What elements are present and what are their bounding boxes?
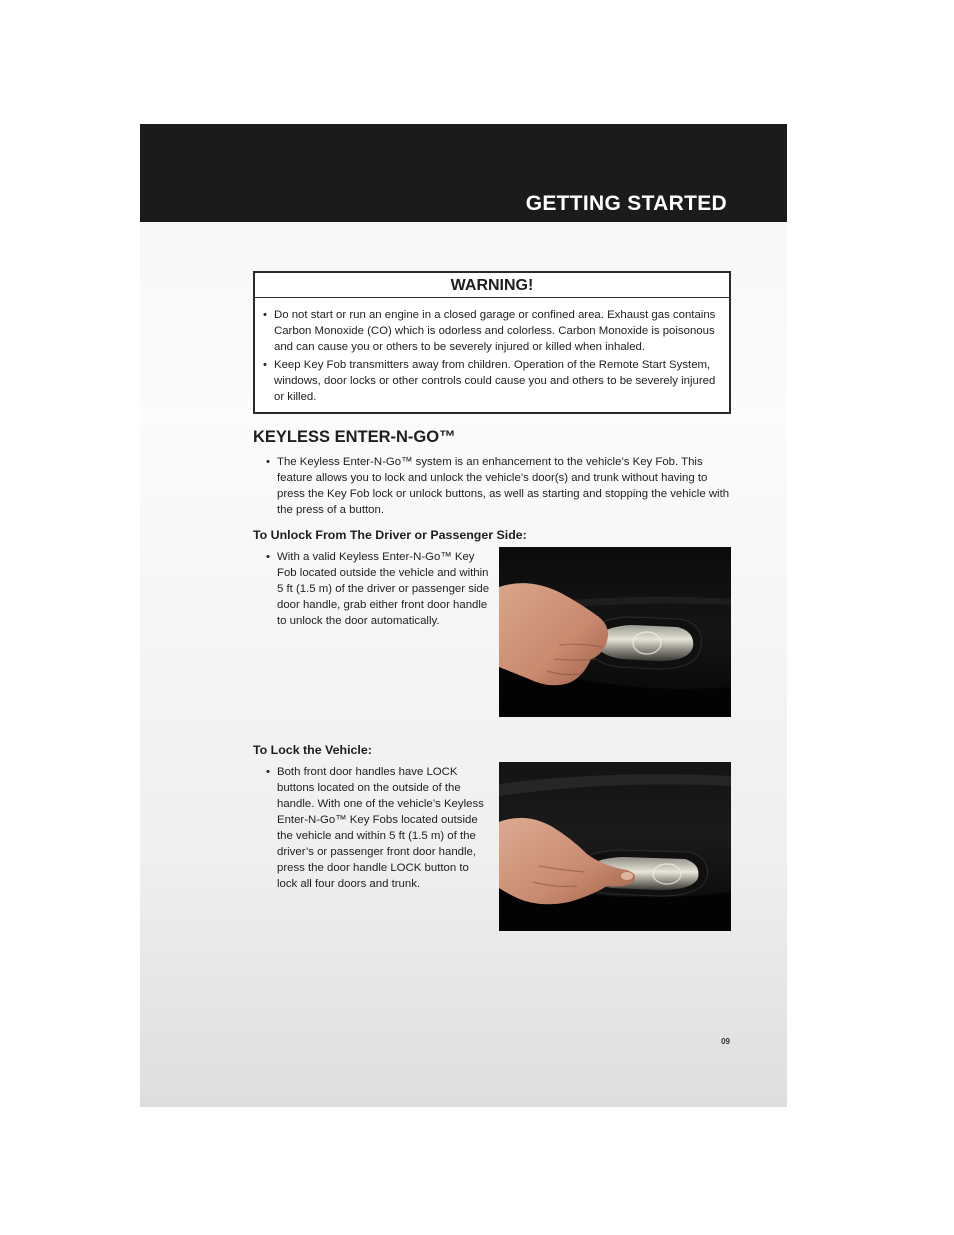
warning-title: WARNING! bbox=[255, 273, 729, 298]
unlock-item bbox=[266, 549, 495, 629]
lock-door-handle-photo bbox=[499, 762, 731, 931]
keyless-item bbox=[266, 454, 731, 518]
lock-title: To Lock the Vehicle: bbox=[253, 743, 372, 757]
lock-list bbox=[266, 764, 489, 892]
manual-page bbox=[140, 124, 787, 1107]
keyless-title: KEYLESS ENTER-N-GO™ bbox=[253, 428, 456, 446]
keyless-item-text: The Keyless Enter-N-Go™ system is an enhancement to the vehicle’s Key Fob. This feature allows you to lock and unlock the vehicle’s door(s) and trunk without having to press the Key Fob lock or unlock buttons, as well as starting and stopping the vehicle with the press of a button. bbox=[277, 456, 730, 516]
unlock-list bbox=[266, 549, 495, 629]
bullet-icon: • bbox=[266, 766, 270, 778]
bullet-icon: • bbox=[263, 359, 267, 371]
section-title: GETTING STARTED bbox=[525, 192, 727, 215]
header-bar bbox=[140, 124, 787, 222]
warning-list bbox=[255, 298, 729, 405]
bullet-icon: • bbox=[266, 551, 270, 563]
warning-item-text: Keep Key Fob transmitters away from children. Operation of the Remote Start System, windows, door locks or other controls could cause you and others to be severely injured or killed. bbox=[274, 359, 716, 403]
bullet-icon: • bbox=[266, 456, 270, 468]
unlock-item-text: With a valid Keyless Enter-N-Go™ Key Fob located outside the vehicle and within 5 ft (1.5 m) of the driver or passenger side door handle, grab either front door handle to unlock the door automatically. bbox=[277, 551, 490, 627]
keyless-list bbox=[266, 454, 731, 518]
warning-item bbox=[263, 307, 721, 355]
warning-item bbox=[263, 357, 721, 405]
unlock-title: To Unlock From The Driver or Passenger Side: bbox=[253, 528, 527, 542]
lock-item bbox=[266, 764, 489, 892]
bullet-icon: • bbox=[263, 309, 267, 321]
page-number: 09 bbox=[721, 1037, 730, 1046]
lock-item-text: Both front door handles have LOCK buttons located on the outside of the handle. With one of the vehicle’s Keyless Enter-N-Go™ Key Fobs located outside the vehicle and within 5 ft (1.5 m) of the driver’s or passenger front door handle, press the door handle LOCK button to lock all four doors and trunk. bbox=[277, 766, 484, 890]
warning-box bbox=[253, 271, 731, 414]
unlock-door-handle-photo bbox=[499, 547, 731, 717]
warning-item-text: Do not start or run an engine in a closed garage or confined area. Exhaust gas contains Carbon Monoxide (CO) which is odorless and colorless. Carbon Monoxide is poisonous and can cause you or others to be severely injured or killed when inhaled. bbox=[274, 309, 716, 353]
